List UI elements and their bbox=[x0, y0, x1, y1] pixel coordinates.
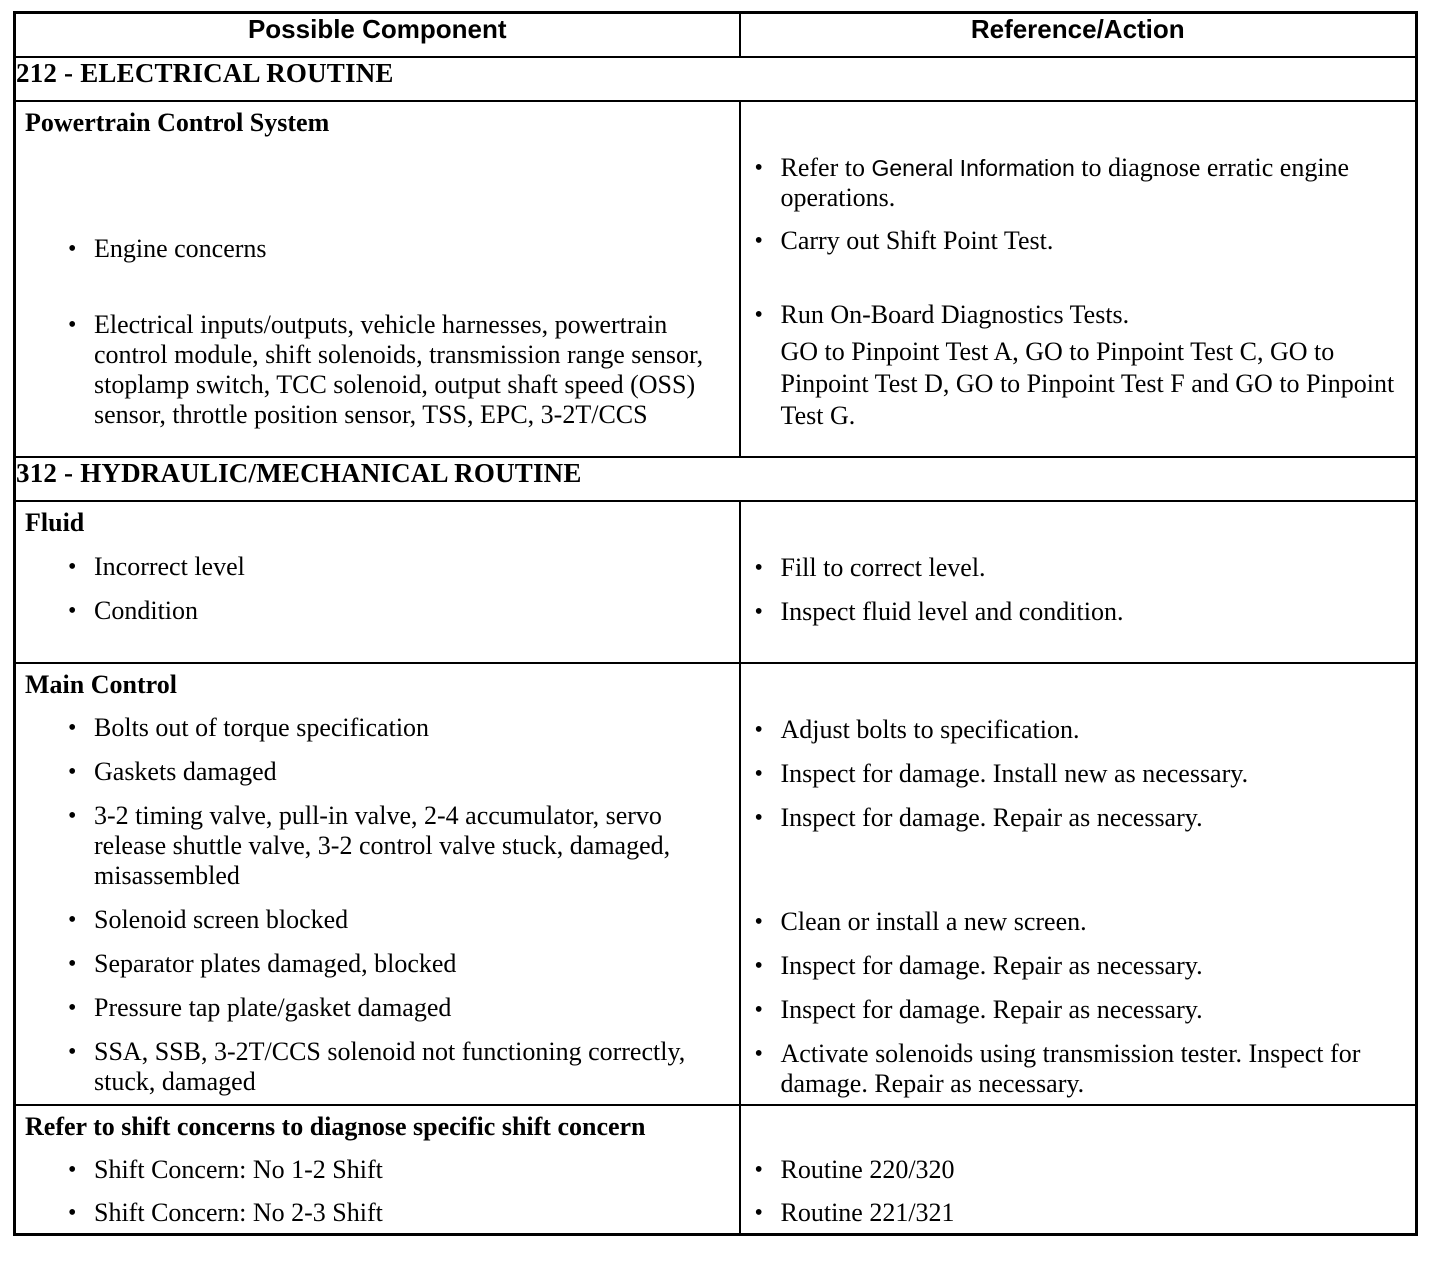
bullet-icon: • bbox=[754, 761, 763, 787]
fluid-row bbox=[15, 501, 1417, 663]
action-text: Fill to correct level. bbox=[780, 553, 986, 582]
list-item bbox=[68, 905, 724, 935]
routine-link-221-321[interactable]: Routine 221/321 bbox=[780, 1198, 955, 1227]
bullet-icon: • bbox=[754, 953, 763, 979]
main-control-components bbox=[15, 663, 740, 1105]
list-item bbox=[68, 757, 724, 787]
bullet-icon: • bbox=[754, 599, 763, 625]
action-text: Inspect for damage. Repair as necessary. bbox=[780, 803, 1203, 832]
component-text: Gaskets damaged bbox=[94, 757, 277, 786]
list-item bbox=[68, 1198, 724, 1228]
list-item bbox=[68, 713, 724, 743]
list-item bbox=[755, 1198, 1409, 1228]
shift-concerns-components bbox=[15, 1105, 740, 1234]
column-header-reference-action: Reference/Action bbox=[740, 13, 1417, 58]
action-text: Run On-Board Diagnostics Tests. bbox=[780, 300, 1130, 329]
component-text: Electrical inputs/outputs, vehicle harnesses, powertrain control module, shift solenoids, transmission range sensor, stoplamp switch, TCC solenoid, output shaft speed (OSS) sensor, throttle position sensor, TSS, EPC, 3-2T/CCS bbox=[94, 310, 704, 429]
bullet-icon: • bbox=[68, 907, 77, 933]
general-information-link[interactable]: General Information bbox=[871, 155, 1075, 181]
component-text: SSA, SSB, 3-2T/CCS solenoid not functioning correctly, stuck, damaged bbox=[94, 1037, 686, 1096]
list-item bbox=[68, 1037, 724, 1097]
bullet-icon: • bbox=[68, 1200, 77, 1226]
list-item bbox=[755, 226, 1409, 256]
action-text: Carry out Shift Point Test. bbox=[780, 226, 1054, 255]
action-text: Adjust bolts to specification. bbox=[780, 715, 1080, 744]
list-item bbox=[755, 803, 1409, 893]
bullet-icon: • bbox=[68, 995, 77, 1021]
diagnosis-table bbox=[13, 11, 1418, 1236]
bullet-icon: • bbox=[754, 1200, 763, 1226]
action-text: Inspect fluid level and condition. bbox=[780, 597, 1124, 626]
bullet-icon: • bbox=[754, 997, 763, 1023]
component-text: Pressure tap plate/gasket damaged bbox=[94, 993, 452, 1022]
shift-concerns-row bbox=[15, 1105, 1417, 1234]
bullet-icon: • bbox=[68, 803, 77, 829]
routine-link-220-320[interactable]: Routine 220/320 bbox=[780, 1155, 955, 1184]
list-item bbox=[68, 234, 724, 264]
table-header-row bbox=[15, 13, 1417, 58]
bullet-icon: • bbox=[754, 1157, 763, 1183]
main-control-actions bbox=[740, 663, 1417, 1105]
list-item bbox=[68, 1155, 724, 1185]
pinpoint-test-references: GO to Pinpoint Test A, GO to Pinpoint Test C, GO to Pinpoint Test D, GO to Pinpoint Test F and GO to Pinpoint Test G. bbox=[780, 337, 1395, 430]
component-text: Incorrect level bbox=[94, 552, 245, 581]
component-text: Shift Concern: No 1-2 Shift bbox=[94, 1155, 383, 1184]
shift-concerns-actions bbox=[740, 1105, 1417, 1234]
action-text: Activate solenoids using transmission tester. Inspect for damage. Repair as necessary. bbox=[780, 1039, 1361, 1098]
list-item bbox=[68, 552, 724, 582]
bullet-icon: • bbox=[754, 805, 763, 831]
bullet-icon: • bbox=[68, 598, 77, 624]
powertrain-row bbox=[15, 101, 1417, 457]
list-item bbox=[755, 300, 1409, 330]
powertrain-components bbox=[15, 101, 740, 457]
section-title-fluid: Fluid bbox=[25, 508, 85, 537]
bullet-icon: • bbox=[754, 555, 763, 581]
component-text: Shift Concern: No 2-3 Shift bbox=[94, 1198, 383, 1227]
section-title-main-control: Main Control bbox=[25, 670, 177, 699]
bullet-icon: • bbox=[68, 759, 77, 785]
bullet-icon: • bbox=[68, 1157, 77, 1183]
list-item bbox=[755, 597, 1409, 627]
bullet-icon: • bbox=[68, 312, 77, 338]
main-control-row bbox=[15, 663, 1417, 1105]
bullet-icon: • bbox=[754, 1041, 763, 1067]
routine-312-title: 312 - HYDRAULIC/MECHANICAL ROUTINE bbox=[15, 457, 1417, 501]
list-item bbox=[755, 995, 1409, 1025]
action-text: Inspect for damage. Repair as necessary. bbox=[780, 951, 1203, 980]
component-text: Engine concerns bbox=[94, 234, 267, 263]
list-item bbox=[68, 949, 724, 979]
list-item bbox=[755, 715, 1409, 745]
fluid-components bbox=[15, 501, 740, 663]
bullet-icon: • bbox=[68, 715, 77, 741]
list-item bbox=[755, 907, 1409, 937]
component-text: 3-2 timing valve, pull-in valve, 2-4 accumulator, servo release shuttle valve, 3-2 control valve stuck, damaged, misassembled bbox=[94, 801, 671, 890]
routine-312-row bbox=[15, 457, 1417, 501]
action-text: Clean or install a new screen. bbox=[780, 907, 1087, 936]
section-title-powertrain: Powertrain Control System bbox=[25, 108, 330, 137]
bullet-icon: • bbox=[754, 302, 763, 328]
bullet-icon: • bbox=[754, 228, 763, 254]
list-item bbox=[68, 993, 724, 1023]
action-text-pre: Refer to bbox=[780, 153, 872, 182]
column-header-possible-component: Possible Component bbox=[15, 13, 740, 58]
list-item bbox=[68, 310, 724, 430]
list-item bbox=[68, 596, 724, 626]
bullet-icon: • bbox=[68, 1039, 77, 1065]
bullet-icon: • bbox=[754, 909, 763, 935]
routine-212-title: 212 - ELECTRICAL ROUTINE bbox=[15, 57, 1417, 101]
powertrain-actions bbox=[740, 101, 1417, 457]
component-text: Separator plates damaged, blocked bbox=[94, 949, 457, 978]
component-text: Bolts out of torque specification bbox=[94, 713, 430, 742]
list-item bbox=[755, 153, 1409, 213]
action-text: Inspect for damage. Install new as necessary. bbox=[780, 759, 1249, 788]
bullet-icon: • bbox=[754, 717, 763, 743]
action-text: Inspect for damage. Repair as necessary. bbox=[780, 995, 1203, 1024]
component-text: Condition bbox=[94, 596, 199, 625]
list-item bbox=[755, 1039, 1409, 1099]
list-item bbox=[755, 759, 1409, 789]
section-title-shift-concerns: Refer to shift concerns to diagnose specific shift concern bbox=[25, 1112, 646, 1141]
bullet-icon: • bbox=[68, 236, 77, 262]
bullet-icon: • bbox=[68, 951, 77, 977]
list-item bbox=[68, 801, 724, 891]
routine-212-row bbox=[15, 57, 1417, 101]
fluid-actions bbox=[740, 501, 1417, 663]
bullet-icon: • bbox=[754, 155, 763, 181]
list-item bbox=[755, 553, 1409, 583]
list-item bbox=[755, 1155, 1409, 1185]
list-item bbox=[755, 951, 1409, 981]
component-text: Solenoid screen blocked bbox=[94, 905, 349, 934]
action-text-post: to diagnose erratic engine operations. bbox=[780, 153, 1350, 212]
bullet-icon: • bbox=[68, 554, 77, 580]
